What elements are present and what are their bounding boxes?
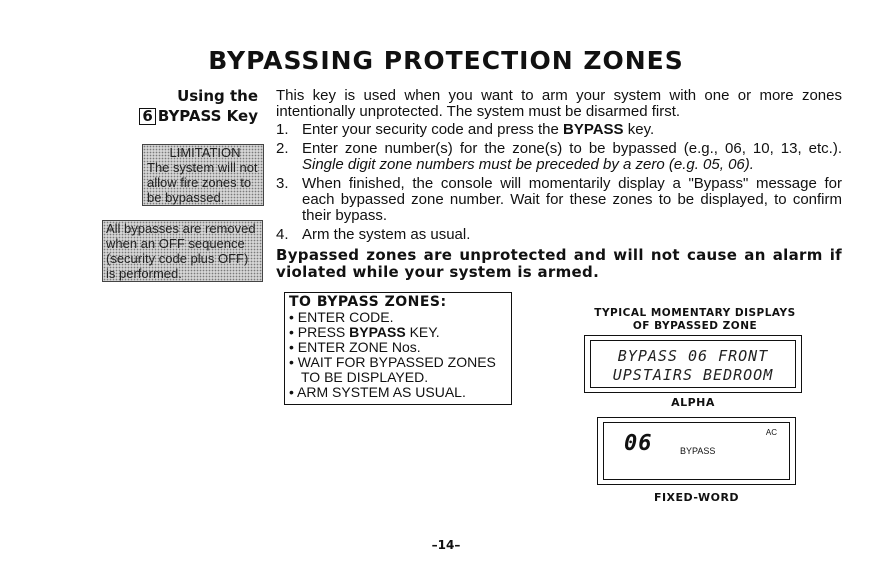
procedure-item: TO BE DISPLAYED.: [301, 369, 429, 385]
step-number: 2.: [276, 140, 289, 157]
procedure-item: [289, 325, 511, 340]
main-body: [276, 88, 842, 281]
page-number: –14–: [431, 538, 461, 552]
fixed-word-display: [597, 417, 796, 485]
alpha-display: [584, 335, 802, 393]
procedure-item-tail: KEY.: [405, 324, 440, 340]
note-line: is performed.: [106, 266, 182, 281]
procedure-item: • WAIT FOR BYPASSED ZONES: [289, 354, 496, 370]
step-number: 1.: [276, 121, 289, 138]
limitation-heading: LIMITATION: [169, 145, 241, 160]
displays-title: [580, 307, 810, 333]
step-text-tail: key.: [623, 121, 655, 138]
step-italic-note: Single digit zone numbers must be preceded by a zero (e.g. 05, 06).: [302, 156, 754, 173]
key-6-icon: 6: [139, 108, 155, 125]
heading-line-2: [139, 106, 258, 126]
step-text: Arm the system as usual.: [302, 226, 471, 243]
limitation-line: allow fire zones to: [147, 175, 252, 190]
step-key-name: BYPASS: [562, 121, 624, 138]
step-item: [276, 122, 842, 138]
bypass-removed-note: [102, 220, 263, 282]
procedure-item: • ENTER ZONE Nos.: [289, 339, 421, 355]
step-text: When finished, the console will momentarily display a "Bypass" message for each bypassed zone number. Wait for these zones to be displayed, to confirm their bypass.: [302, 175, 842, 224]
procedure-item: • ENTER CODE.: [289, 309, 394, 325]
alpha-display-screen: [590, 340, 796, 388]
procedure-box: [284, 292, 512, 405]
ac-indicator: AC: [765, 428, 777, 437]
step-item: [276, 141, 842, 173]
alpha-label: ALPHA: [671, 396, 715, 409]
displays-title-line: TYPICAL MOMENTARY DISPLAYS: [594, 307, 796, 319]
step-number: 4.: [276, 226, 289, 243]
intro-paragraph: This key is used when you want to arm your system with one or more zones intentionally unprotected. The system must be disarmed first.: [276, 87, 842, 120]
alpha-display-line: UPSTAIRS BEDROOM: [612, 366, 774, 384]
procedure-item-text: • PRESS: [289, 324, 350, 340]
step-item: [276, 176, 842, 224]
note-line: when an OFF sequence: [106, 236, 245, 251]
bypass-key-label: BYPASS Key: [157, 107, 258, 125]
step-item: [276, 227, 842, 243]
note-line: (security code plus OFF): [106, 251, 249, 266]
heading-line-1: Using the: [177, 87, 258, 105]
step-number: 3.: [276, 175, 289, 192]
step-text: Enter your security code and press the: [302, 121, 563, 138]
zone-digits: 06: [624, 431, 653, 456]
note-line: All bypasses are removed: [106, 221, 256, 236]
limitation-line: be bypassed.: [147, 190, 225, 205]
procedure-item: • ARM SYSTEM AS USUAL.: [289, 384, 466, 400]
alpha-display-line: BYPASS 06 FRONT: [617, 347, 769, 365]
fixed-word-label: FIXED-WORD: [653, 491, 740, 504]
displays-title-line: OF BYPASSED ZONE: [632, 320, 758, 332]
section-heading: [139, 86, 258, 126]
step-text: Enter zone number(s) for the zone(s) to be bypassed (e.g., 06, 10, 13, etc.).: [302, 140, 842, 157]
bypass-indicator: BYPASS: [680, 446, 716, 456]
limitation-line: The system will not: [147, 160, 258, 175]
steps-list: [276, 122, 842, 243]
page-title: BYPASSING PROTECTION ZONES: [208, 46, 684, 75]
limitation-box: [142, 144, 264, 206]
procedure-key-name: BYPASS: [349, 324, 406, 340]
fixed-word-screen: [603, 422, 790, 480]
procedure-title: TO BYPASS ZONES:: [289, 294, 447, 310]
warning-text: Bypassed zones are unprotected and will not cause an alarm if violated while your system is armed.: [276, 246, 842, 281]
